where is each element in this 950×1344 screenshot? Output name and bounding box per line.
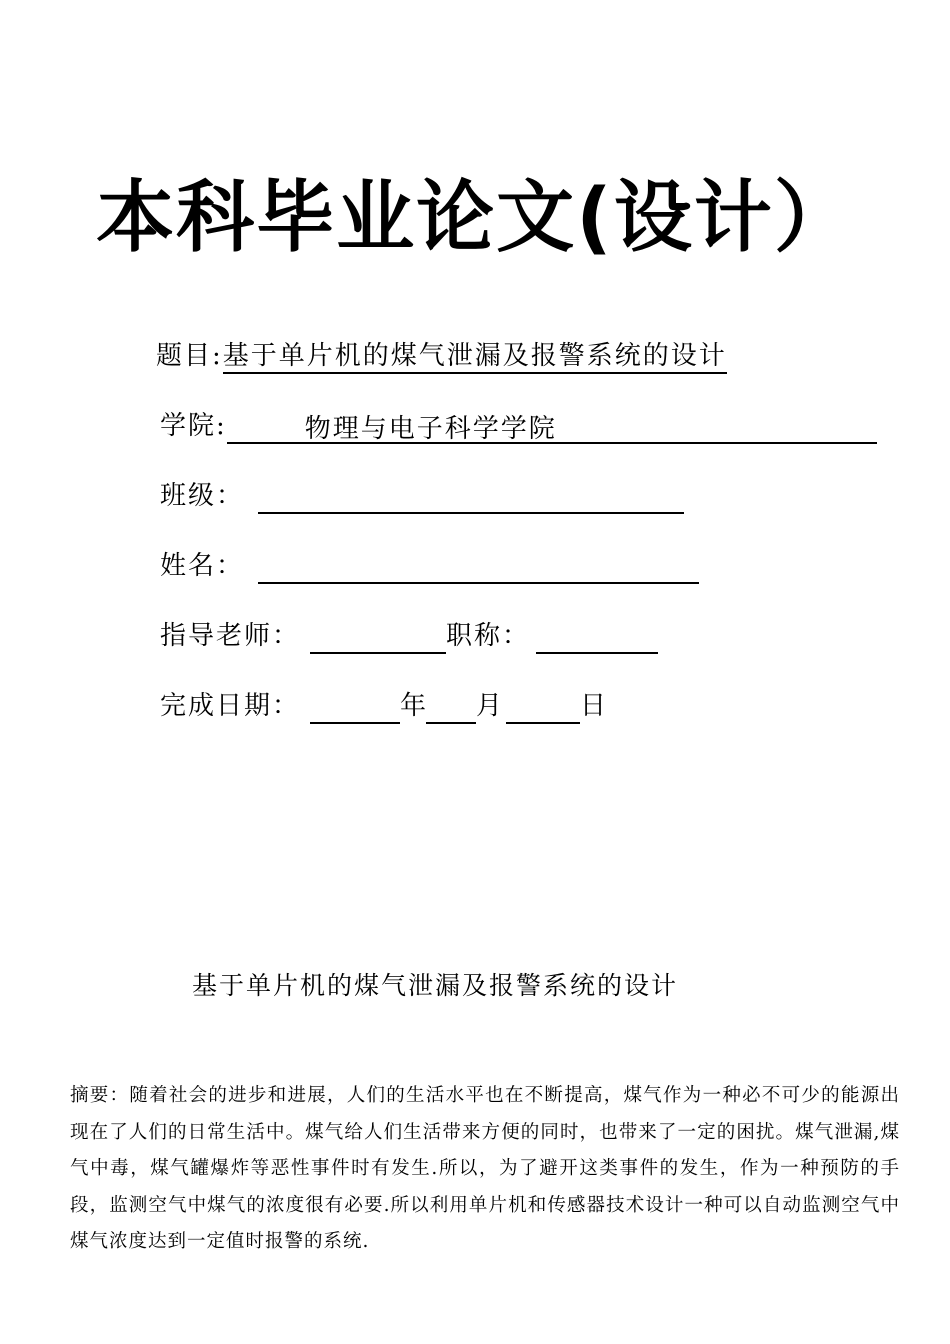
month-field[interactable] bbox=[426, 694, 476, 724]
month-label: 月 bbox=[476, 691, 503, 721]
class-label: 班级： bbox=[160, 481, 245, 511]
year-field[interactable] bbox=[310, 694, 400, 724]
day-field[interactable] bbox=[506, 694, 580, 724]
advisor-row bbox=[160, 618, 658, 654]
thesis-title: 本科毕业论文(设计） bbox=[96, 173, 854, 263]
day-label: 日 bbox=[580, 691, 607, 721]
advisor-label: 指导老师： bbox=[160, 621, 301, 651]
advisor-field[interactable] bbox=[310, 624, 446, 654]
college-value: 物理与电子科学学院 bbox=[304, 414, 557, 444]
rank-label: 职称： bbox=[446, 621, 531, 651]
name-field[interactable] bbox=[258, 554, 699, 584]
year-label: 年 bbox=[400, 691, 427, 721]
class-field[interactable] bbox=[258, 484, 684, 514]
college-label: 学院: bbox=[160, 411, 227, 441]
college-row bbox=[160, 408, 877, 444]
college-field[interactable] bbox=[227, 414, 877, 444]
class-row bbox=[160, 478, 684, 514]
abstract-label: 摘要： bbox=[70, 1085, 130, 1106]
abstract-text: 随着社会的进步和进展，人们的生活水平也在不断提高，煤气作为一种必不可少的能源出现在了人们的日常生活中。煤气给人们生活带来方便的同时，也带来了一定的困扰。煤气泄漏,煤气中毒，煤气罐爆炸等恶性事件时有发生.所以，为了避开这类事件的发生，作为一种预防的手段，监测空气中煤气的浓度很有必要.所以利用单片机和传感器技术设计一种可以自动监测空气中煤气浓度达到一定值时报警的系统. bbox=[70, 1085, 900, 1252]
rank-field[interactable] bbox=[536, 624, 658, 654]
topic-label: 题目: bbox=[156, 341, 223, 371]
topic-row bbox=[156, 338, 727, 374]
abstract-paragraph bbox=[70, 1078, 900, 1261]
date-row bbox=[160, 688, 606, 724]
name-row bbox=[160, 548, 699, 584]
date-label: 完成日期： bbox=[160, 691, 301, 721]
abstract-title: 基于单片机的煤气泄漏及报警系统的设计 bbox=[192, 971, 679, 1000]
topic-field[interactable]: 基于单片机的煤气泄漏及报警系统的设计 bbox=[223, 340, 727, 374]
name-label: 姓名： bbox=[160, 551, 245, 581]
